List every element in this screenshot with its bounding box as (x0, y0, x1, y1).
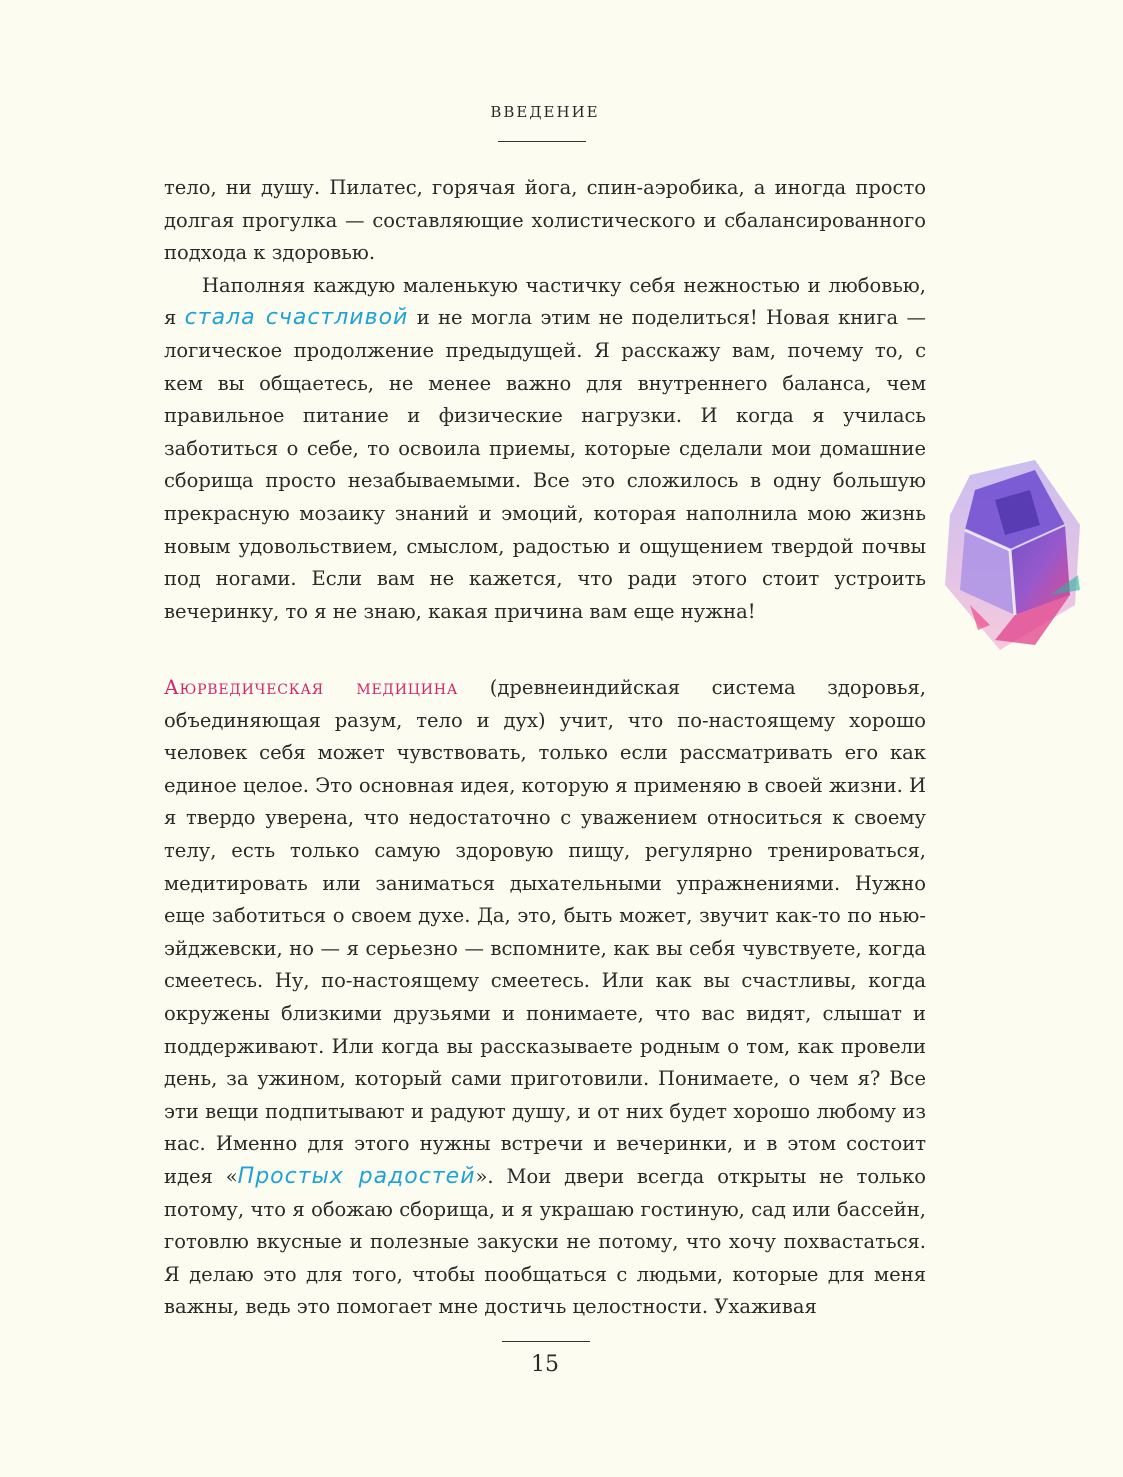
footer-divider (502, 1341, 590, 1342)
paragraph-3-closing-text: ». Мои двери всегда открыты не только потому, что я обожаю сборища, и я украшаю гостиную, сад или бассейн, готовлю вкусные и полезные закуски не потому, что хочу похвастаться. Я делаю это для того, чтобы пообщаться с людьми, которые для меня важны, ведь это помогает мне достичь целостности. Ухаживая (164, 1164, 926, 1319)
paragraph-1: тело, ни душу. Пилатес, горячая йога, спин-аэробика, а иногда просто долгая прогулка — составляющие холистического и сбалансированного подхода к здоровью. (164, 176, 926, 265)
paragraph-2 (164, 270, 926, 629)
paragraph-2-body-text: и не могла этим не поделиться! Новая книга — логическое продолжение предыдущей. Я расскажу вам, почему то, с кем вы общаетесь, не менее важно для внутреннего баланса, чем правильное питание и физические нагрузки. И когда я училась заботиться о себе, то освоила приемы, которые сделали мои домашние сборища просто незабываемыми. Все это сложилось в одну большую прекрасную мозаику знаний и эмоций, которая наполнила мою жизнь новым удовольствием, смыслом, радостью и ощущением твердой почвы под ногами. Если вам не кажется, что ради этого стоит устроить вечеринку, то я не знаю, какая причина вам еще нужна! (164, 306, 926, 623)
handwritten-highlight-happy: стала счастливой (184, 305, 409, 331)
header-divider (498, 141, 586, 142)
paragraph-3-body-text: (древнеиндийская система здоровья, объединяющая разум, тело и дух) учит, что по-настоящему хорошо человек себя может чувствовать, только если рассматривать его как единое целое. Это основная идея, которую я применяю в своей жизни. И я твердо уверена, что недостаточно с уважением относиться к своему телу, есть только самую здоровую пищу, регулярно тренироваться, медитировать или заниматься дыхательными упражнениями. Нужно еще заботиться о своем духе. Да, это, быть может, звучит как-то по нью-эйджевски, но — я серьезно — вспомните, как вы себя чувствуете, когда смеетесь. Ну, по-настоящему смеетесь. Или как вы счастливы, когда окружены близкими друзьями и понимаете, что вас видят, слышат и поддерживают. Или когда вы рассказываете родным о том, как провели день, за ужином, который сами приготовили. Понимаете, о чем я? Все эти вещи подпитывают и радуют душу, и от них будет хорошо любому из нас. Именно для этого нужны встречи и вечеринки, и в этом состоит идея « (164, 676, 926, 1188)
page-number: 15 (531, 1352, 559, 1377)
body-text-section-2 (164, 672, 926, 1324)
paragraph-3 (164, 672, 926, 1324)
body-text (164, 172, 926, 628)
running-head-title: ВВЕДЕНИЕ (490, 103, 600, 121)
paragraph-2-lead-text: Наполняя каждую маленькую частичку себя нежностью и любовью, я (164, 273, 926, 330)
ayurveda-term: Аюрведическая медицина (164, 676, 459, 699)
crystal-icon (940, 455, 1090, 655)
handwritten-highlight-simple-joys: Простых радостей (237, 1163, 476, 1189)
